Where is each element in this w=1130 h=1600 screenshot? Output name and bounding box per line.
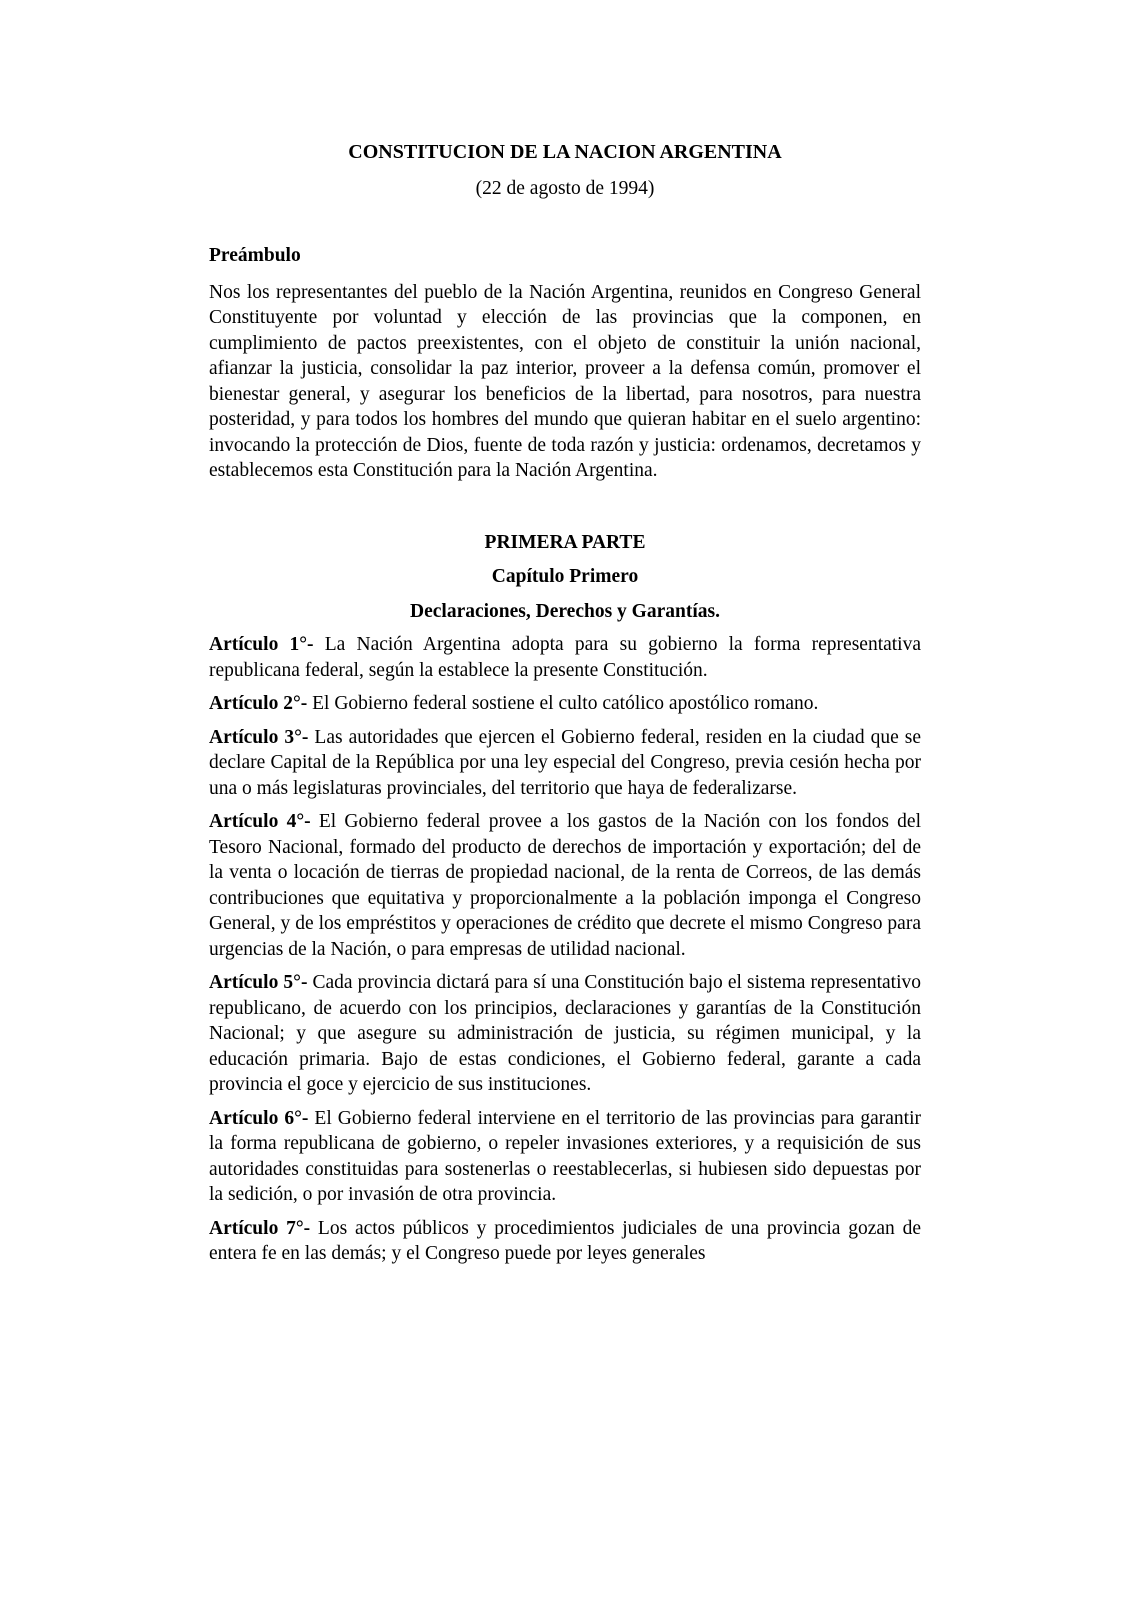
article-3-text: Las autoridades que ejercen el Gobierno federal, residen en la ciudad que se declare Capital de la República por una ley especial del Congreso, previa cesión hecha por una o más legislaturas provinciales, del territorio que haya de federalizarse. bbox=[209, 726, 922, 799]
article-2-text: El Gobierno federal sostiene el culto católico apostólico romano. bbox=[312, 693, 819, 714]
document-content bbox=[209, 0, 921, 1267]
article-2-label: Artículo 2°- bbox=[209, 693, 308, 714]
article-4 bbox=[209, 809, 921, 962]
preamble-heading: Preámbulo bbox=[209, 245, 301, 266]
article-5-label: Artículo 5°- bbox=[209, 972, 308, 993]
article-7-text: Los actos públicos y procedimientos judiciales de una provincia gozan de entera fe en las demás; y el Congreso puede por leyes generales bbox=[209, 1217, 921, 1264]
article-1-text: La Nación Argentina adopta para su gobierno la forma representativa republicana federal, según la establece la presente Constitución. bbox=[209, 634, 922, 681]
article-5-text: Cada provincia dictará para sí una Constitución bajo el sistema representativo republicano, de acuerdo con los principios, declaraciones y garantías de la Constitución Nacional; y que asegure su administración de justicia, su régimen municipal, y la educación primaria. Bajo de estas condiciones, el Gobierno federal, garante a cada provincia el goce y ejercicio de sus instituciones. bbox=[209, 972, 921, 1095]
article-6-text: El Gobierno federal interviene en el territorio de las provincias para garantir la forma republicana de gobierno, o repeler invasiones exteriores, y a requisición de sus autoridades constituidas para sostenerlas o reestablecerlas, si hubiesen sido depuestas por la sedición, o por invasión de otra provincia. bbox=[209, 1107, 922, 1205]
article-4-label: Artículo 4°- bbox=[209, 811, 311, 832]
article-1-label: Artículo 1°- bbox=[209, 634, 314, 655]
document-title: CONSTITUCION DE LA NACION ARGENTINA bbox=[348, 141, 782, 163]
article-7 bbox=[209, 1216, 921, 1267]
article-1 bbox=[209, 632, 921, 683]
article-6 bbox=[209, 1106, 921, 1208]
article-4-text: El Gobierno federal provee a los gastos de la Nación con los fondos del Tesoro Nacional, formado del producto de derechos de importación y exportación; del de la venta o locación de tierras de propiedad nacional, de la renta de Correos, de las demás contribuciones que equitativa y proporcionalmente a la población imponga el Congreso General, y de los empréstitos y operaciones de crédito que decrete el mismo Congreso para urgencias de la Nación, o para empresas de utilidad nacional. bbox=[209, 811, 921, 960]
preamble-text: Nos los representantes del pueblo de la Nación Argentina, reunidos en Congreso General Constituyente por voluntad y elección de las provincias que la componen, en cumplimiento de pactos preexistentes, con el objeto de constituir la unión nacional, afianzar la justicia, consolidar la paz interior, proveer a la defensa común, promover el bienestar general, y asegurar los beneficios de la libertad, para nosotros, para nuestra posteridad, y para todos los hombres del mundo que quieran habitar en el suelo argentino: invocando la protección de Dios, fuente de toda razón y justicia: ordenamos, decretamos y establecemos esta Constitución para la Nación Argentina. bbox=[209, 281, 921, 481]
article-3-label: Artículo 3°- bbox=[209, 726, 309, 748]
part-title: PRIMERA PARTE bbox=[484, 531, 646, 553]
article-5 bbox=[209, 970, 921, 1098]
article-7-label: Artículo 7°- bbox=[209, 1217, 311, 1239]
chapter-title: Capítulo Primero bbox=[491, 566, 639, 587]
article-2 bbox=[209, 691, 921, 717]
chapter-subtitle: Declaraciones, Derechos y Garantías. bbox=[410, 600, 720, 622]
article-3 bbox=[209, 725, 921, 802]
article-6-label: Artículo 6°- bbox=[209, 1107, 309, 1129]
document-date: (22 de agosto de 1994) bbox=[475, 177, 655, 199]
